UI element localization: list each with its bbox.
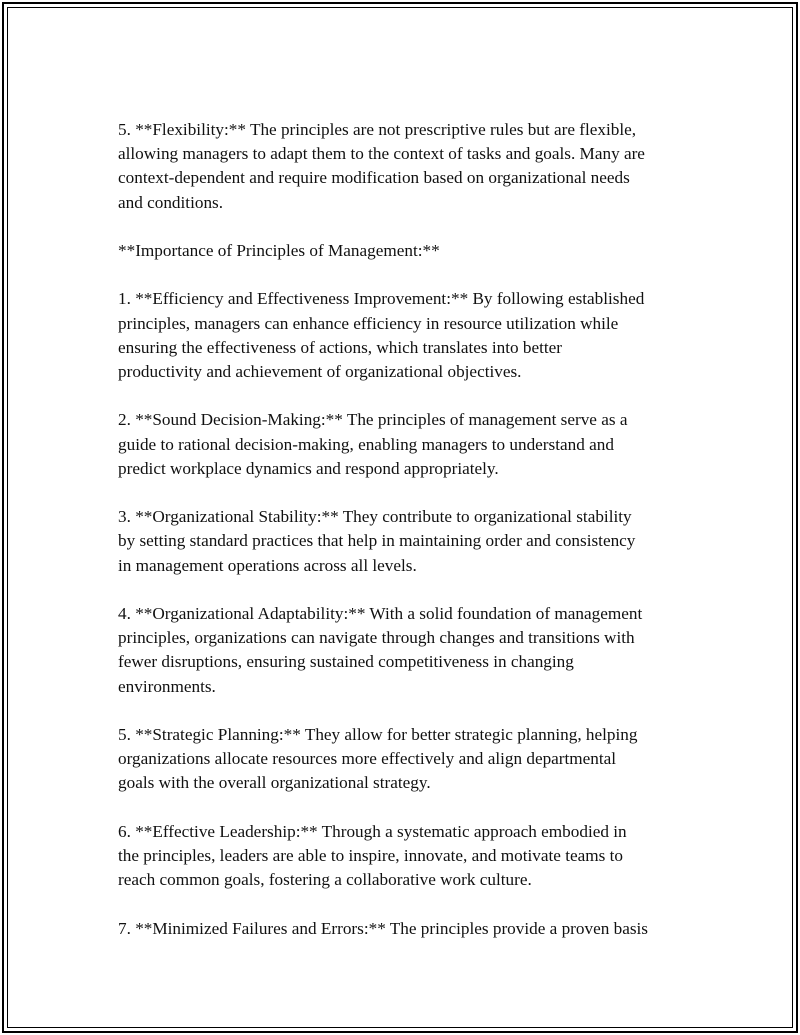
paragraph-efficiency: 1. **Efficiency and Effectiveness Improvement:** By following established principles, managers can enhance efficiency in resource utilization while ensuring the effectiveness of actions, which translates into better productivity and achievement of organizational objectives. bbox=[118, 289, 645, 381]
paragraph-flexibility: 5. **Flexibility:** The principles are not prescriptive rules but are flexible, allowing managers to adapt them to the context of tasks and goals. Many are context-dependent and require modification based on organizational needs and conditions. bbox=[118, 120, 645, 212]
paragraph-minimized-failures: 7. **Minimized Failures and Errors:** The principles provide a proven basis bbox=[118, 918, 648, 938]
paragraph-strategic-planning: 5. **Strategic Planning:** They allow for better strategic planning, helping organizations allocate resources more effectively and align departmental goals with the overall organizational strategy. bbox=[118, 724, 638, 793]
section-heading-importance: **Importance of Principles of Management:** bbox=[118, 241, 440, 260]
paragraph-adaptability: 4. **Organizational Adaptability:** With a solid foundation of management principles, organizations can navigate through changes and transitions with fewer disruptions, ensuring sustained competitiveness in changing environments. bbox=[118, 603, 643, 696]
paragraph-leadership: 6. **Effective Leadership:** Through a systematic approach embodied in the principles, leaders are able to inspire, innovate, and motivate teams to reach common goals, fostering a collaborative work culture. bbox=[118, 821, 627, 890]
paragraph-stability: 3. **Organizational Stability:** They contribute to organizational stability by setting standard practices that help in maintaining order and consistency in management operations across all levels. bbox=[118, 507, 636, 575]
paragraph-decision-making: 2. **Sound Decision-Making:** The principles of management serve as a guide to rational decision-making, enabling managers to understand and predict workplace dynamics and respond appropriately. bbox=[118, 410, 628, 478]
document-body bbox=[118, 118, 693, 965]
